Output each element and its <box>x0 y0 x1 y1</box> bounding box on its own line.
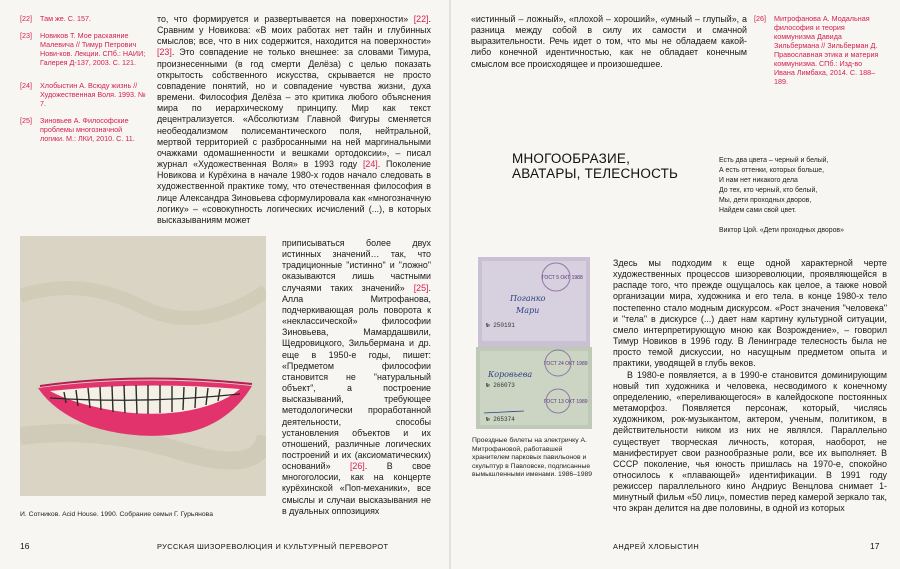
epigraph-poem <box>719 156 828 216</box>
painting-caption: И. Сотников. Acid House. 1990. Собрание семьи Г. Гурьянова <box>20 511 213 518</box>
body-text-main-right <box>613 258 887 515</box>
footnote-text: Зиновьев А. Философские проблемы многозначной логики. М.: ЛКИ, 2010. С. 11. <box>40 116 135 143</box>
ticket-number: № 250191 <box>486 322 515 329</box>
text-run: . В свое многоголосии, как на концерте курёхинской «Поп-механики», все смыслы и случаи высказывания не в дуальных оппозициях <box>282 461 431 516</box>
paragraph: Здесь мы подходим к еще одной характерной черте художественных процессов шизореволюции, проявляющейся в распаде того, что прежде ощущалось как целое, а также новой организации мира, художника и его тела. в конце 1980-х тело постепенно стало модным дискурсом. «Рост значения "человека" и "тела" в дискурсе (...) дает нам картину культурной ситуации, смело интерпретирующую мною как Возрождение», – говорил Тимур Новиков в 1996 году. В Ленинграде телесность была не просто темой дискуссии, но насущным предметом опыта и практики, уводящей в глубь веков. <box>613 258 887 369</box>
footnote-reference: [24] <box>362 159 378 170</box>
poem-line: До тех, кто черный, кто белый, <box>719 187 818 194</box>
painting-lips-image <box>20 236 266 496</box>
body-text-top <box>157 14 431 226</box>
poem-line: И нам нет никакого дела <box>719 177 798 184</box>
footnote-text: Хлобыстин А. Всюду жизнь // Художественная Воля. 1993. № 7. <box>40 81 146 108</box>
text-run: приписываться более двух истинных значений… так, что традиционные "истинно" и "ложно" оказываются лишь частными случаями таких значений» <box>282 238 431 293</box>
ticket-signature: Коровьева <box>488 370 533 379</box>
text-run: . Поколение Новикова и Курёхина в начале 1980-х годов начало следовать в художественной практике тому, что отечественная философия в лице Александра Зиновьева сформулировала как «многозначную логику» – «совокупность логических исчислений (...), в которых высказываниям может <box>157 159 431 225</box>
footnote-number: [24] <box>20 81 32 90</box>
footnotes-right <box>754 14 884 94</box>
poem-line: А есть оттенки, которых больше, <box>719 167 825 174</box>
paragraph: В 1980-е появляется, а в 1990-е становится доминирующим новый тип художника и человека, несводимого к конечному определению, «переливающегося» в калейдоскопе постоянных метаморфоз. Появляется персонаж, который, числясь художником, рок-музыкантом, актером, ученым, политиком, в действительности ником из них не являлся. Параллельно существует творческая личность, которая, наоборот, не манифестирует свои разнообразные роли, все их выполняет. В СССР поколение, чья юность пришлась на 1970-е, спокойно относилось к «плавающей» идентификации. В 1991 году режиссер параллельного кино Андриус Венцлова снимает 1-минутный фильм «50 лиц», поместив перед камерой зеркало так, что экран делится на две половины, в одной из которых <box>613 369 887 514</box>
ticket-number: № 265374 <box>486 416 515 423</box>
tickets-image <box>472 253 600 433</box>
footnote-number: [26] <box>754 14 766 23</box>
footnote <box>20 81 148 108</box>
ticket-number: № 266073 <box>486 382 515 389</box>
left-page <box>0 0 449 569</box>
poem-line: Найдем сами свой цвет. <box>719 207 797 214</box>
poem-line: Мы, дети проходных дворов, <box>719 197 812 204</box>
footnote <box>20 14 148 23</box>
running-head-left: РУССКАЯ ШИЗОРЕВОЛЮЦИЯ И КУЛЬТУРНЫЙ ПЕРЕВОРОТ <box>157 542 389 551</box>
paragraph <box>282 238 431 517</box>
ticket-signature: Мари <box>516 306 540 315</box>
train-tickets-photo <box>472 253 600 433</box>
page-number-right: 17 <box>870 541 880 551</box>
footnote <box>20 116 148 143</box>
epigraph-attribution: Виктор Цой. «Дети проходных дворов» <box>719 227 844 234</box>
footnote-text: Митрофанова А. Модальная философия и теория коммунизма Давида Зильбермана // Зильберман Д. Православная этика и материя коммунизма. СПб.: Изд-во Ивана Лимбаха, 2014. С. 188–189. <box>774 14 879 86</box>
footnote <box>20 31 148 67</box>
section-heading <box>512 151 678 181</box>
page-number-left: 16 <box>20 541 30 551</box>
footnote-text: Там же. С. 157. <box>40 14 91 23</box>
paragraph <box>157 14 431 226</box>
text-run: . Это совпадение не только внешнее: за словами Тимура, произнесенными (в год смерти Делёза) с целью показать открытость собственного искусства, скрывается не просто совпадение понятий, но и совпадение чувства жизни, духа времени. Философия Делёза – это критика любого объяснения мира по иерархическому принципу. Мир как текст децентрализуется. «Абсолютизм Главной Фигуры сменяется необеодализмом полисемантического поля, нейтральной, мертвой территорией с разбросанными на ней маргинальными очажками одомашненности и вешками ортодоксии», – писал журнал «Художественная Воля» в 1993 году <box>157 47 431 170</box>
footnote <box>754 14 884 86</box>
footnote-reference: [26] <box>349 461 365 472</box>
text-run: . Сравним у Новикова: «В моих работах нет тайн и глубинных смыслов; все, что в них содержится, находится на поверхности» <box>157 14 431 47</box>
heading-line: АВАТАРЫ, ТЕЛЕСНОСТЬ <box>512 166 679 181</box>
footnote-text: Новиков Т. Мое раскаяние Малевича // Тимур Петрович Нови-ков. Лекции. СПб.: НАИИ; Галерея Д-137, 2003. С. 121. <box>40 31 146 67</box>
footnote-reference: [25] <box>413 282 429 293</box>
text-run: то, что формируется и развертывается на поверхности» <box>157 14 414 24</box>
heading-line: МНОГООБРАЗИЕ, <box>512 151 631 166</box>
footnote-reference: [22] <box>413 14 429 24</box>
paragraph: «истинный – ложный», «плохой – хороший», «умный – глупый», а разница между собой в силу их самости и смачной выразительности. Речь идет о том, что мы не обладаем какой-либо конечной идентичностью, как не обладает конечным смыслом все происходящее и произошедшее. <box>471 14 747 69</box>
ticket-stamp: ГОСТ 24 ОКТ 1989 <box>544 361 588 367</box>
tickets-caption: Проездные билеты на электричку А. Митрофановой, работавшей хранителем парковых павильонов и скульптур в Павловске, подписанные вымышленными именами. 1986–1989 <box>472 437 593 479</box>
ticket-stamp: ГОСТ 5 ОКТ 1988 <box>542 275 583 281</box>
text-run: . Алла Митрофанова, подчеркивающая роль поворота к «неклассической» философии Зиновьева, Мамардашвили, Щедровицкого, Зильбермана и др. еще в 1950-е годы, пишет: «Предметом философии становится не "натуральный объект", а построение высказываний, требующее методологически проработанной деятельности, способы установления объектов и их отношений, различные логических построений и их (аксиоматических) оснований» <box>282 282 431 472</box>
ticket-stamp: ГОСТ 13 ОКТ 1989 <box>544 399 588 405</box>
poem-line: Есть два цвета – черный и белый, <box>719 157 829 164</box>
footnotes-left <box>20 14 148 151</box>
running-head-right: АНДРЕЙ ХЛОБЫСТИН <box>613 542 700 551</box>
footnote-reference: [23] <box>157 47 172 58</box>
body-text-column <box>282 238 431 517</box>
body-text-top-right <box>471 14 747 70</box>
painting-acid-house <box>20 236 266 496</box>
ticket-signature: Поганко <box>510 294 546 303</box>
footnote-number: [23] <box>20 31 32 40</box>
footnote-number: [22] <box>20 14 32 23</box>
footnote-number: [25] <box>20 116 32 125</box>
